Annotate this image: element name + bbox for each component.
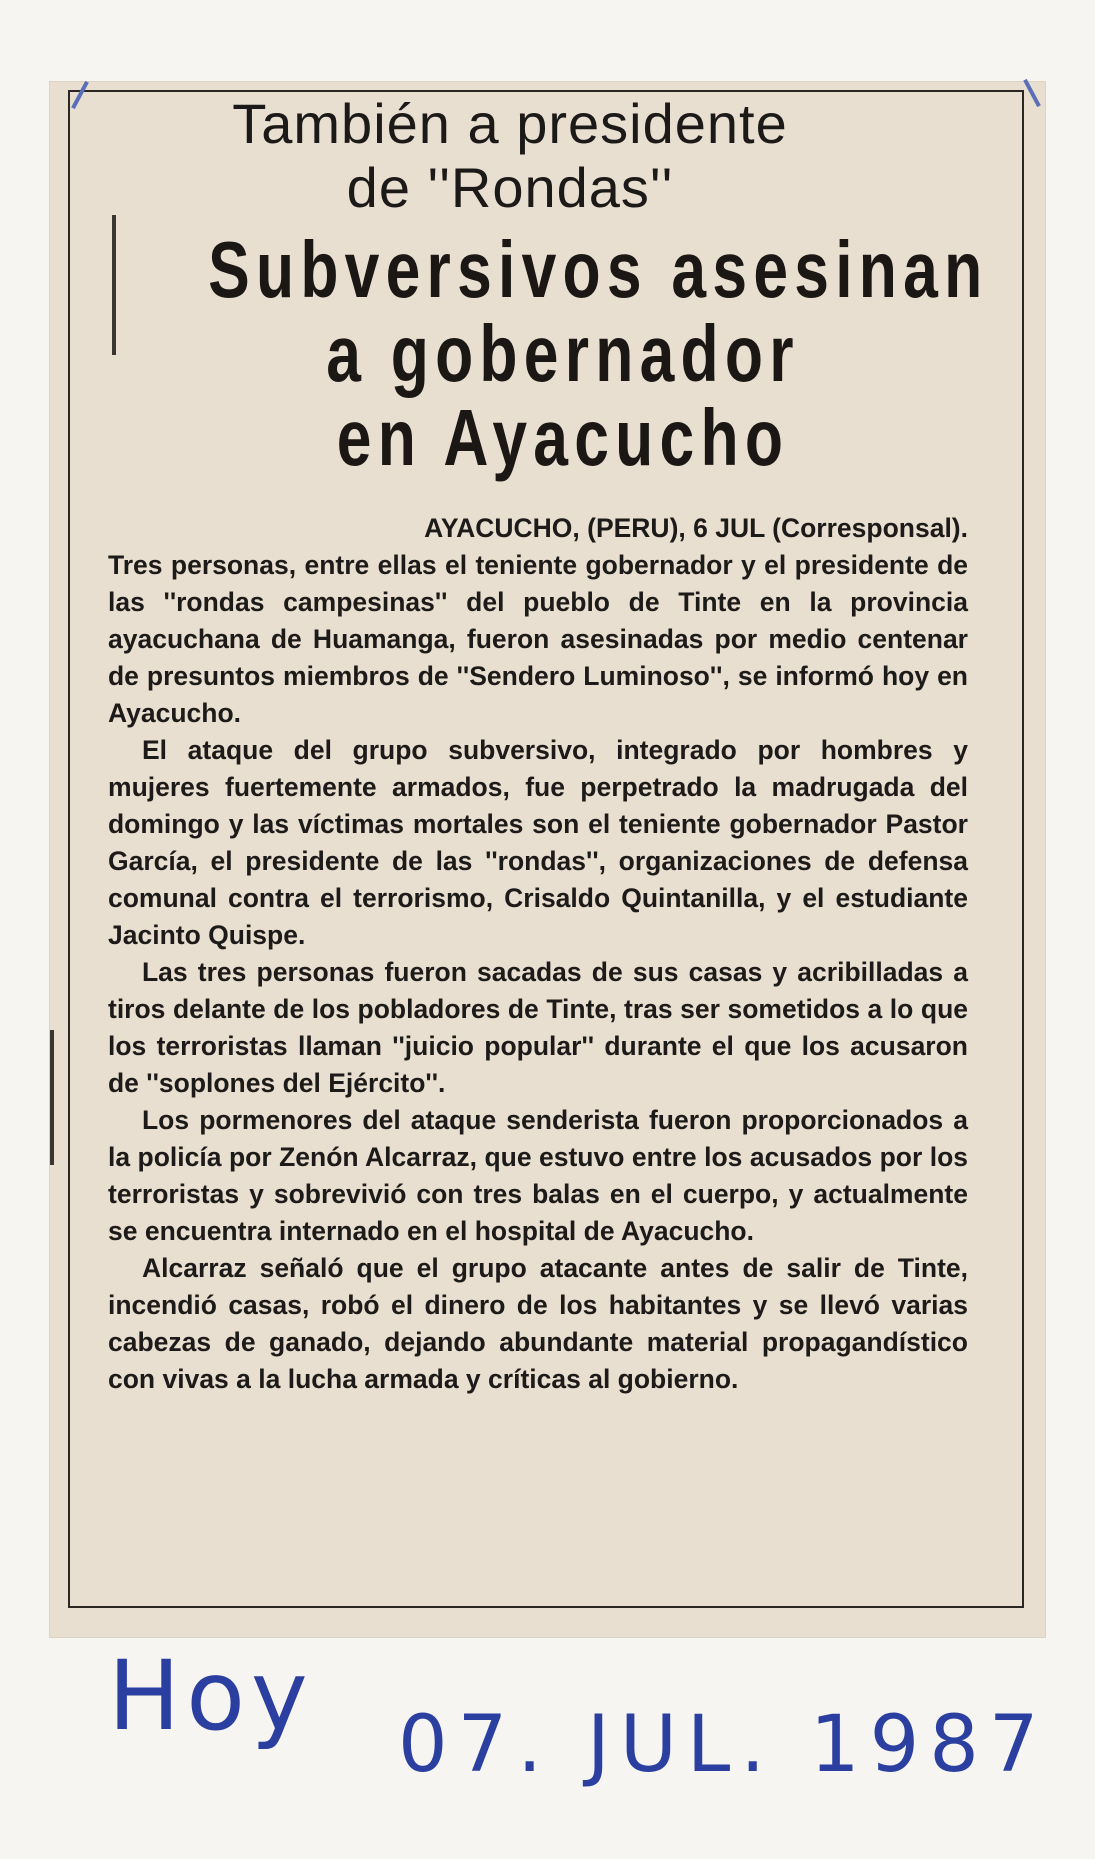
article-paragraph: Tres personas, entre ellas el teniente gobernador y el presidente de las ''rondas campesinas'' del pueblo de Tinte en la provincia ayacuchana de Huamanga, fueron asesinadas por medio centenar de presuntos miembros de ''Sendero Luminoso'', se informó hoy en Ayacucho. bbox=[108, 550, 968, 728]
headline-line: Subversivos asesinan bbox=[208, 225, 989, 314]
staple-mark bbox=[112, 215, 116, 355]
article-paragraph: El ataque del grupo subversivo, integrado por hombres y mujeres fuertemente armados, fue perpetrado la madrugada del domingo y las víctimas mortales son el teniente gobernador Pastor García, el presidente de las ''rondas'', organizaciones de defensa comunal contra el terrorismo, Crisaldo Quintanilla, y el estudiante Jacinto Quispe. bbox=[108, 735, 968, 950]
article-paragraph: Los pormenores del ataque senderista fueron proporcionados a la policía por Zenón Alcarraz, que estuvo entre los acusados por los terroristas y sobrevivió con tres balas en el cuerpo, y actualmente se encuentra internado en el hospital de Ayacucho. bbox=[108, 1105, 968, 1246]
article-body bbox=[108, 510, 968, 1398]
kicker-headline bbox=[130, 92, 890, 220]
handwritten-source: Hoy bbox=[108, 1640, 314, 1752]
kicker-line: También a presidente bbox=[232, 92, 788, 155]
handwritten-date: 07. JUL. 1987 bbox=[398, 1700, 1049, 1790]
kicker-line: de ''Rondas'' bbox=[346, 156, 674, 219]
dateline: AYACUCHO, (PERU), 6 JUL (Corresponsal). bbox=[424, 513, 968, 543]
headline-line: en Ayacucho bbox=[336, 393, 790, 482]
article-paragraph: Las tres personas fueron sacadas de sus casas y acribilladas a tiros delante de los pobladores de Tinte, tras ser sometidos a lo que los terroristas llaman ''juicio popular'' durante el que los acusaron de ''soplones del Ejército''. bbox=[108, 957, 968, 1098]
article-paragraph: Alcarraz señaló que el grupo atacante antes de salir de Tinte, incendió casas, robó el dinero de los habitantes y se llevó varias cabezas de ganado, dejando abundante material propagandístico con vivas a la lucha armada y críticas al gobierno. bbox=[108, 1253, 968, 1394]
headline-line: a gobernador bbox=[326, 309, 800, 398]
staple-mark bbox=[50, 1030, 54, 1165]
main-headline bbox=[208, 225, 989, 482]
